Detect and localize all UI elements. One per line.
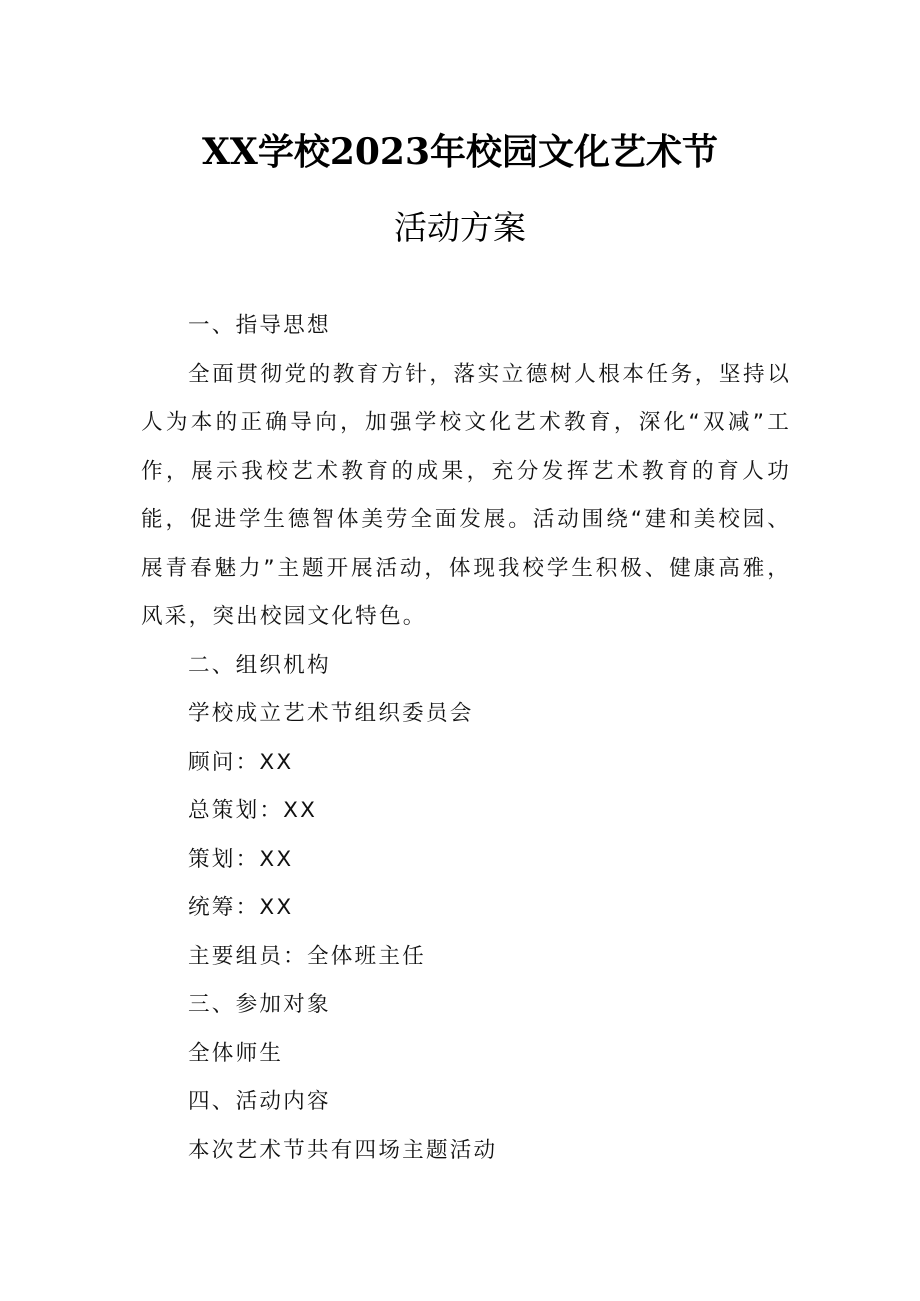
organization-planner: 策划：XX (188, 846, 294, 872)
paragraph-guiding-ideology: 全面贯彻党的教育方针，落实立德树人根本任务，坚持以人为本的正确导向，加强学校文化艺术教育，深化“双减”工作，展示我校艺术教育的成果，充分发挥艺术教育的育人功能，促进学生德智体美劳全面发展。活动围绕“建和美校园、展青春魅力”主题开展活动，体现我校学生积极、健康高雅，风采，突出校园文化特色。 (141, 361, 791, 629)
section-heading-participants: 三、参加对象 (188, 992, 331, 1017)
document-title-line-2: 活动方案 (394, 208, 526, 247)
organization-members: 主要组员：全体班主任 (188, 943, 426, 969)
activities-text: 本次艺术节共有四场主题活动 (188, 1137, 498, 1163)
organization-advisor: 顾问：XX (188, 749, 294, 775)
section-heading-organization: 二、组织机构 (188, 652, 331, 678)
organization-coordinator: 统筹：XX (188, 895, 294, 920)
organization-intro: 学校成立艺术节组织委员会 (188, 701, 474, 726)
participants-text: 全体师生 (188, 1040, 284, 1066)
document-title-line-1: XX学校2023年校园文化艺术节 (201, 131, 719, 173)
document-body (141, 302, 791, 1175)
organization-chief-planner: 总策划：XX (188, 798, 318, 823)
section-heading-activities: 四、活动内容 (188, 1089, 331, 1114)
section-heading-guiding-ideology: 一、指导思想 (188, 313, 331, 338)
